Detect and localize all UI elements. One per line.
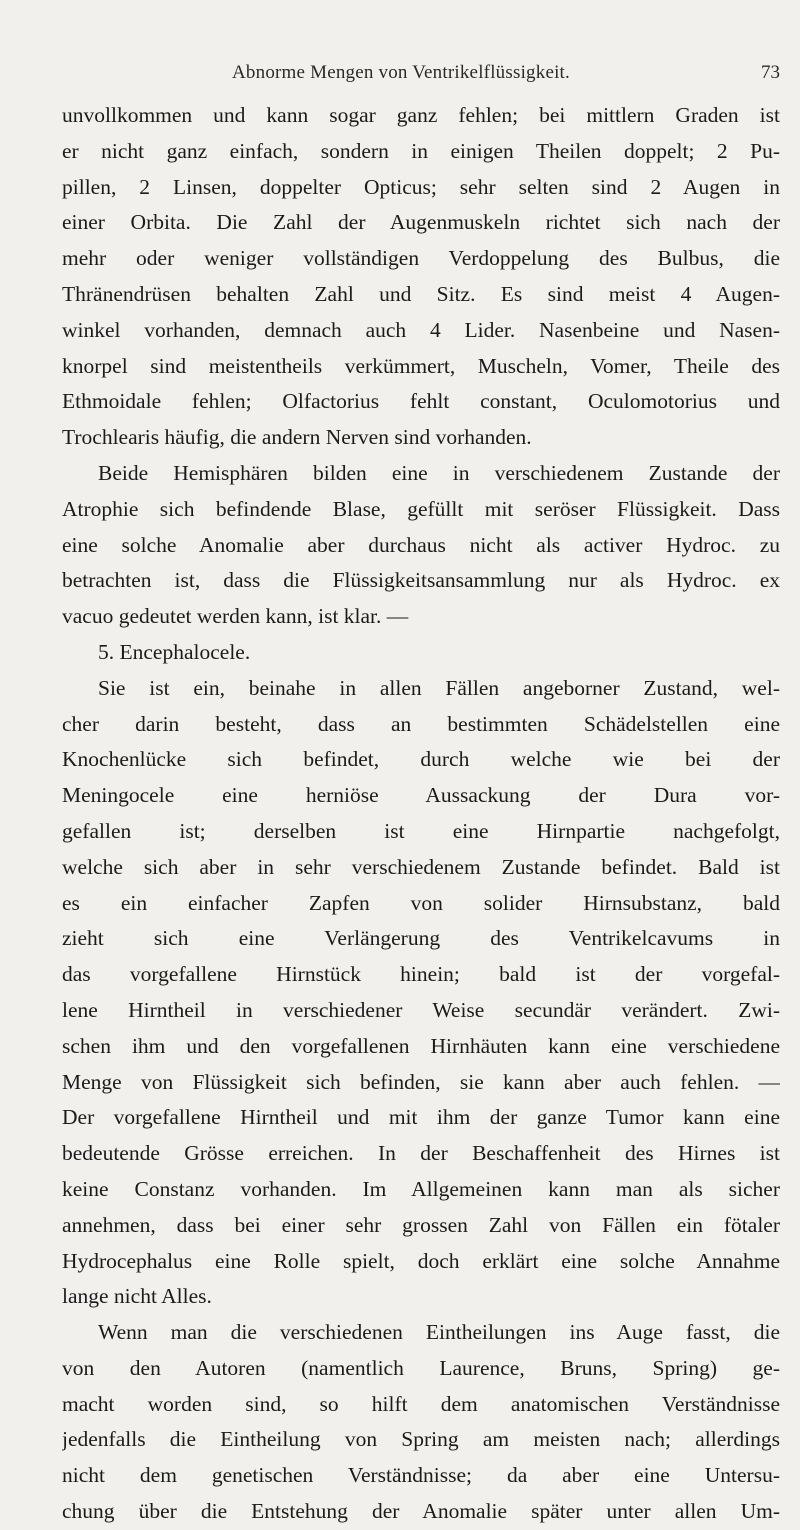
text-line: Menge von Flüssigkeit sich befinden, sie kann aber auch fehlen. — (62, 1069, 780, 1094)
text-line: lene Hirntheil in verschiedener Weise secundär verändert. Zwi- (62, 997, 780, 1022)
text-line: Atrophie sich befindende Blase, gefüllt mit seröser Flüssigkeit. Dass (62, 496, 780, 521)
text-line: annehmen, dass bei einer sehr grossen Zahl von Fällen ein fötaler (62, 1212, 780, 1237)
text-line: betrachten ist, dass die Flüssigkeitsansammlung nur als Hydroc. ex (62, 568, 780, 593)
text-line: jedenfalls die Eintheilung von Spring am meisten nach; allerdings (62, 1427, 780, 1452)
text-line: Der vorgefallene Hirntheil und mit ihm der ganze Tumor kann eine (62, 1105, 780, 1130)
text-line: Wenn man die verschiedenen Eintheilungen ins Auge fasst, die (98, 1320, 780, 1345)
text-line: Thränendrüsen behalten Zahl und Sitz. Es sind meist 4 Augen- (62, 281, 780, 306)
running-title: Abnorme Mengen von Ventrikelflüssigkeit. (232, 62, 570, 83)
text-line: Ethmoidale fehlen; Olfactorius fehlt constant, Oculomotorius und (62, 389, 780, 414)
text-line: Knochenlücke sich befindet, durch welche wie bei der (62, 747, 780, 772)
text-line: Meningocele eine herniöse Aussackung der Dura vor- (62, 783, 780, 808)
text-line: macht worden sind, so hilft dem anatomischen Verständnisse (62, 1391, 780, 1416)
text-line: welche sich aber in sehr verschiedenem Zustande befindet. Bald ist (62, 854, 780, 879)
text-line: es ein einfacher Zapfen von solider Hirnsubstanz, bald (62, 890, 780, 915)
text-line: unvollkommen und kann sogar ganz fehlen; bei mittlern Graden ist (62, 103, 780, 127)
text-line: gefallen ist; derselben ist eine Hirnpartie nachgefolgt, (62, 818, 780, 843)
text-line: schen ihm und den vorgefallenen Hirnhäuten kann eine verschiedene (62, 1033, 780, 1058)
text-line: nicht dem genetischen Verständnisse; da aber eine Untersu- (62, 1463, 780, 1488)
text-line: pillen, 2 Linsen, doppelter Opticus; sehr selten sind 2 Augen in (62, 174, 780, 199)
running-head (62, 62, 780, 90)
text-line: chung über die Entstehung der Anomalie später unter allen Um- (62, 1499, 780, 1524)
text-line: vacuo gedeutet werden kann, ist klar. — (62, 604, 409, 629)
text-line: Beide Hemisphären bilden eine in verschiedenem Zustande der (98, 460, 780, 485)
text-line: Trochlearis häufig, die andern Nerven sind vorhanden. (62, 425, 532, 450)
text-line: von den Autoren (namentlich Laurence, Bruns, Spring) ge- (62, 1355, 780, 1380)
text-line: das vorgefallene Hirnstück hinein; bald ist der vorgefal- (62, 962, 780, 987)
text-line: eine solche Anomalie aber durchaus nicht als activer Hydroc. zu (62, 532, 780, 557)
text-line: Hydrocephalus eine Rolle spielt, doch erklärt eine solche Annahme (62, 1248, 780, 1273)
text-line: keine Constanz vorhanden. Im Allgemeinen kann man als sicher (62, 1176, 780, 1201)
text-line: bedeutende Grösse erreichen. In der Beschaffenheit des Hirnes ist (62, 1141, 780, 1166)
text-line: 5. Encephalocele. (98, 639, 251, 664)
text-line: lange nicht Alles. (62, 1284, 212, 1309)
text-line: mehr oder weniger vollständigen Verdoppelung des Bulbus, die (62, 246, 780, 271)
text-line: cher darin besteht, dass an bestimmten Schädelstellen eine (62, 711, 780, 736)
text-line: einer Orbita. Die Zahl der Augenmuskeln richtet sich nach der (62, 210, 780, 235)
text-line: knorpel sind meistentheils verkümmert, Muscheln, Vomer, Theile des (62, 353, 780, 378)
page-number: 73 (761, 62, 780, 83)
text-line: winkel vorhanden, demnach auch 4 Lider. Nasenbeine und Nasen- (62, 317, 780, 342)
text-line: zieht sich eine Verlängerung des Ventrikelcavums in (62, 926, 780, 951)
body-text (62, 98, 780, 1530)
text-line: Sie ist ein, beinahe in allen Fällen angeborner Zustand, wel- (98, 675, 780, 700)
text-line: er nicht ganz einfach, sondern in einigen Theilen doppelt; 2 Pu- (62, 138, 780, 163)
